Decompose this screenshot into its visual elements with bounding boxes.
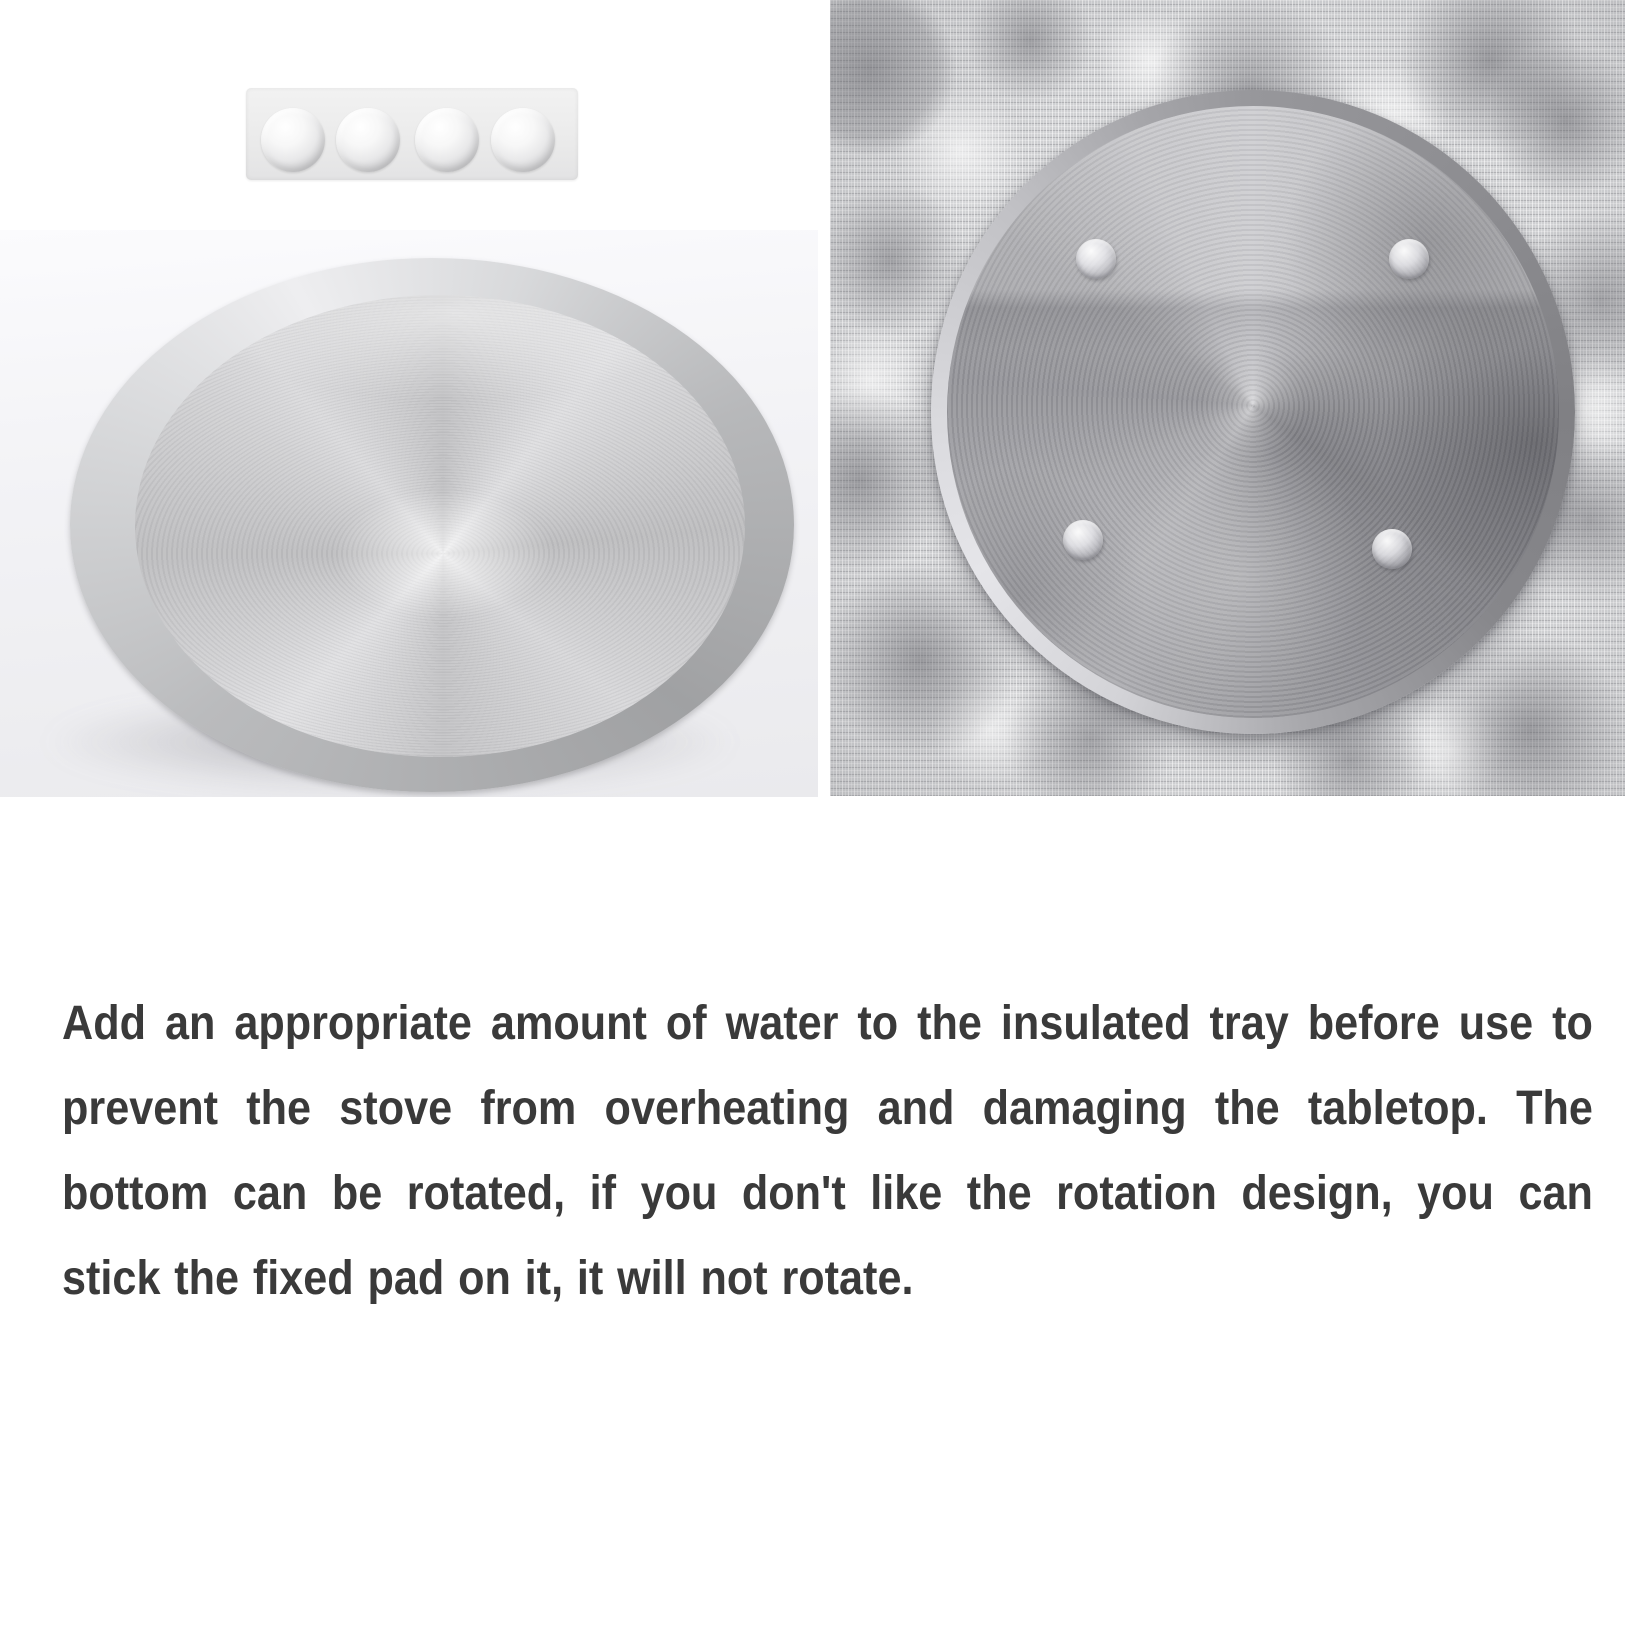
tray-top-view-photo — [0, 230, 818, 797]
tray-bottom-view-photo — [830, 0, 1625, 796]
plate-rim — [70, 258, 794, 792]
fixed-pad-on-tray — [1063, 520, 1103, 560]
tray-bottom-rim — [931, 90, 1575, 734]
fixed-pad-on-tray — [1372, 529, 1412, 569]
adhesive-pad-dome — [336, 108, 400, 172]
description-line-3: bottom can be rotated, if you don't like the rotation design, you can — [62, 1167, 1593, 1220]
fixed-pad-on-tray — [1389, 239, 1429, 279]
adhesive-pad-dome — [261, 108, 325, 172]
tray-bottom-surface — [947, 106, 1559, 718]
description-line-4: stick the fixed pad on it, it will not rotate. — [62, 1252, 914, 1305]
adhesive-pad-dome — [415, 108, 479, 172]
fixed-pad-on-tray — [1076, 239, 1116, 279]
plate-surface — [135, 295, 745, 757]
description-line-1: Add an appropriate amount of water to the insulated tray before use to — [62, 997, 1593, 1050]
adhesive-pad-dome — [491, 108, 555, 172]
product-description — [62, 981, 1593, 1321]
adhesive-pad-strip — [246, 88, 578, 180]
description-line-2: prevent the stove from overheating and damaging the tabletop. The — [62, 1082, 1593, 1135]
